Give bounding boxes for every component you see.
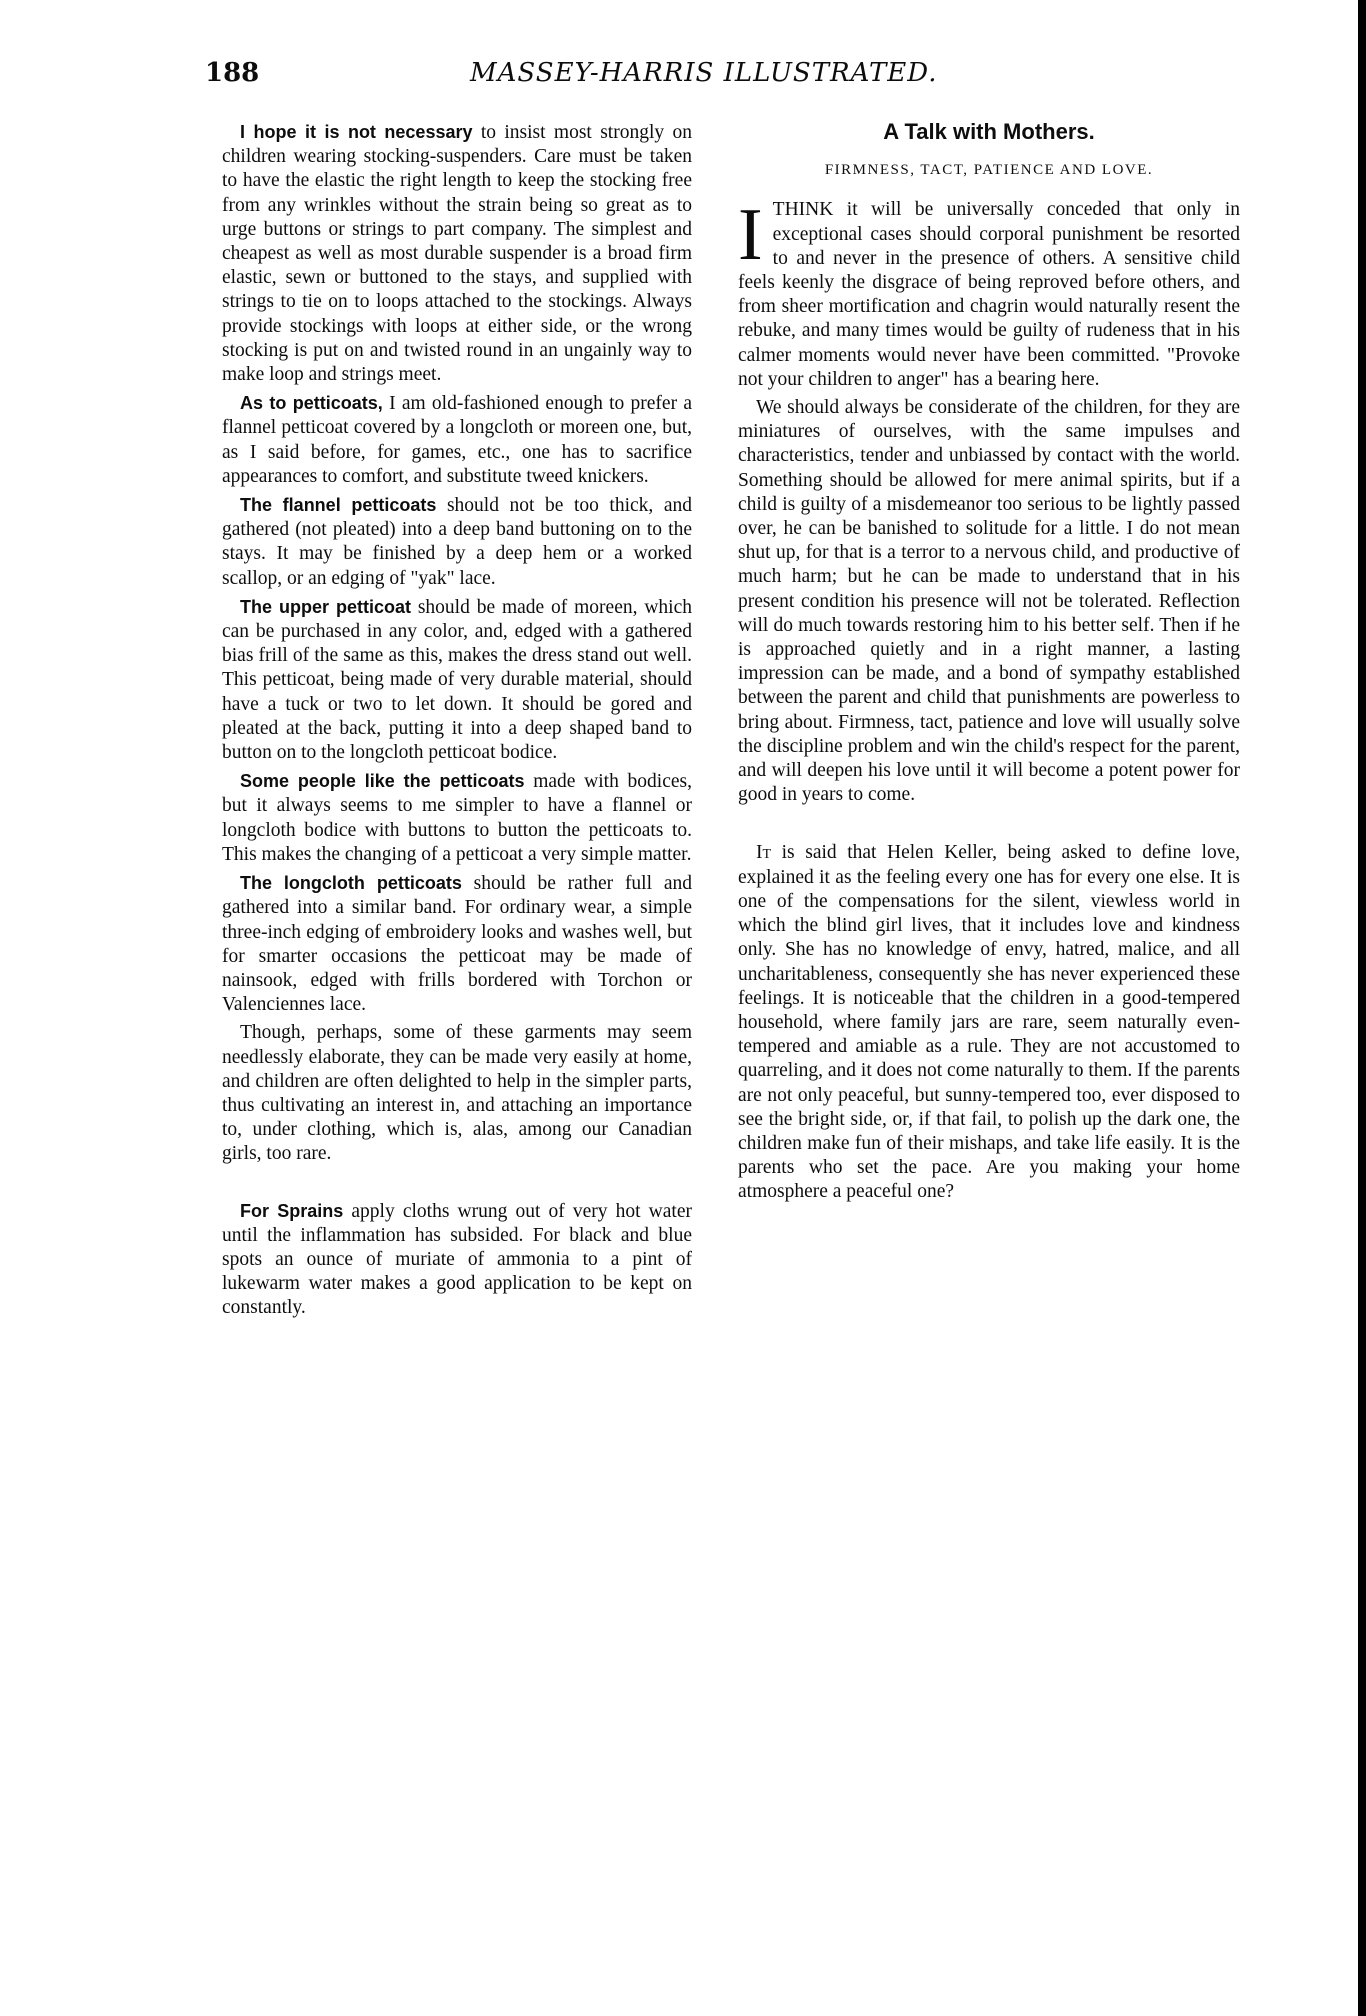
page-number: 188 — [205, 58, 260, 88]
paragraph-text: is said that Helen Keller, being asked to define love, explained it as the feeling every one has for every one else. It is one of the compensations for the silent, viewless world in which the blind girl lives, that it includes love and kindness only. She has no knowledge of envy, hatred, malice, and all uncharitableness, consequently she has never experienced these feelings. It is noticeable that the children in a good-tempered household, where family jars are rare, seem naturally even-tempered and amiable as a rule. They are not accustomed to quarreling, and it does not come naturally to them. If the parents are not only peaceful, but sunny-tempered too, ever disposed to see the bright side, or, if that fail, to polish up the dark one, the children make fun of their mishaps, and take life easily. It is the parents who set the pace. Are you making your home atmosphere a peaceful one? — [738, 842, 1240, 1203]
paragraph-lead: I hope it is not necessary — [240, 122, 473, 142]
paragraph-text: I am old-fashioned enough to prefer a flannel petticoat covered by a longcloth or moreen one, but, as I said before, for games, etc., one has to sacrifice appearances to comfort, and substitute tweed knickers. — [222, 393, 692, 487]
paragraph-garments-at-home: Though, perhaps, some of these garments may seem needlessly elaborate, they can be made very easily at home, and children are often delighted to help in the simpler parts, thus cultivating an interest in, and attaching an importance to, under clothing, which is, alas, among our Canadian girls, too rare. — [222, 1022, 692, 1165]
left-column — [222, 120, 692, 1325]
right-column — [738, 120, 1240, 1209]
paragraph-stocking-suspenders — [222, 120, 692, 387]
paragraph-text: should be rather full and gathered into a similar band. For ordinary wear, a simple three-inch edging of embroidery looks and washes well, but for smarter occasions the petticoat may be made of nainsook, edged with frills bordered with Torchon or Valenciennes lace. — [222, 873, 692, 1016]
drop-cap: I — [738, 194, 763, 277]
paragraph-upper-petticoat — [222, 595, 692, 765]
paragraph-sprains — [222, 1199, 692, 1321]
article-title: A Talk with Mothers. — [883, 119, 1095, 144]
paragraph-lead: As to petticoats, — [240, 393, 383, 414]
paragraph-flannel-petticoats — [222, 493, 692, 591]
paragraph-text: should be made of moreen, which can be purchased in any color, and, edged with a gathered bias frill of the same as this, makes the dress stand out well. This petticoat, being made of very durable material, should have a tuck or two to let down. It should be gored and pleated at the back, putting it into a deep shaped band to button on to the longcloth petticoat bodice. — [222, 596, 693, 764]
paragraph-considerate-children: We should always be considerate of the children, for they are miniatures of ourselves, with the same impulses and characteristics, tender and unbiassed by contact with the world. Something should be allowed for mere animal spirits, but if a child is guilty of a misdemeanor too serious to be lightly passed over, he can be banished to solitude for a little. I do not mean shut up, for that is a terror to a nervous child, and productive of much harm; but he can be made to understand that in his present condition his presence will not be tolerated. Reflection will do much towards restoring him to his better self. Then if he is approached quietly and in a right manner, a lasting impression can be made, and a bond of sympathy established between the parent and child that punishments are powerless to bring about. Firmness, tact, patience and love will usually solve the discipline problem and win the child's respect for the parent, and will deepen his love until it will become a potent power for good in years to come. — [738, 397, 1240, 806]
paragraph-petticoats-bodices — [222, 769, 692, 867]
page-header — [205, 58, 1325, 108]
paragraph-longcloth-petticoats — [222, 871, 692, 1017]
paragraph-text: made with bodices, but it always seems to me simpler to have a flannel or longcloth bodice with buttons to button the petticoats to. This makes the changing of a petticoat a very simple matter. — [222, 771, 692, 865]
paragraph-petticoats — [222, 391, 692, 489]
paragraph-lead: The flannel petticoats — [240, 495, 437, 516]
paragraph-lead: The longcloth petticoats — [240, 873, 462, 894]
paragraph-lead: For Sprains — [240, 1200, 344, 1221]
running-title: MASSEY-HARRIS ILLUSTRATED. — [470, 58, 938, 88]
paragraph-corporal-punishment — [738, 194, 1240, 392]
paragraph-lead: It — [756, 842, 772, 864]
page-edge-border — [1358, 0, 1366, 2016]
paragraph-lead: The upper petticoat — [240, 596, 411, 617]
paragraph-text: apply cloths wrung out of very hot water until the inflammation has subsided. For black and blue spots an ounce of muriate of ammonia to a pint of lukewarm water makes a good application to be kept on constantly. — [222, 1200, 692, 1319]
paragraph-text: should not be too thick, and gathered (not pleated) into a deep band buttoning on to the stays. It may be finished by a deep hem or a worked scallop, or an edging of "yak" lace. — [222, 495, 692, 589]
paragraph-lead: Some people like the petticoats — [240, 771, 525, 792]
section-spacer — [222, 1171, 692, 1199]
paragraph-text: to insist most strongly on children wearing stocking-suspenders. Care must be taken to have the elastic the right length to keep the stocking free from any wrinkles without the strain being so great as to urge buttons or strings to part company. The simplest and cheapest as well as most durable suspender is a broad firm elastic, sewn or buttoned to the stays, and supplied with strings to tie on to loops attached to the stockings. Always provide stockings with loops at either side, or the wrong stocking is put on and twisted round in an ungainly way to make loop and strings meet. — [222, 122, 692, 386]
paragraph-helen-keller — [738, 841, 1240, 1204]
paragraph-lead: THINK — [772, 199, 834, 221]
article-subtitle: FIRMNESS, TACT, PATIENCE AND LOVE. — [824, 162, 1154, 179]
paragraph-text: it will be universally conceded that only in exceptional cases should corporal punishment be resorted to and never in the presence of others. A sensitive child feels keenly the disgrace of being reproved before others, and from sheer mortification and chagrin would naturally resent the rebuke, and many times would be guilty of rudeness that in his calmer moments would never have been committed. "Provoke not your children to anger" has a bearing here. — [738, 199, 1240, 390]
